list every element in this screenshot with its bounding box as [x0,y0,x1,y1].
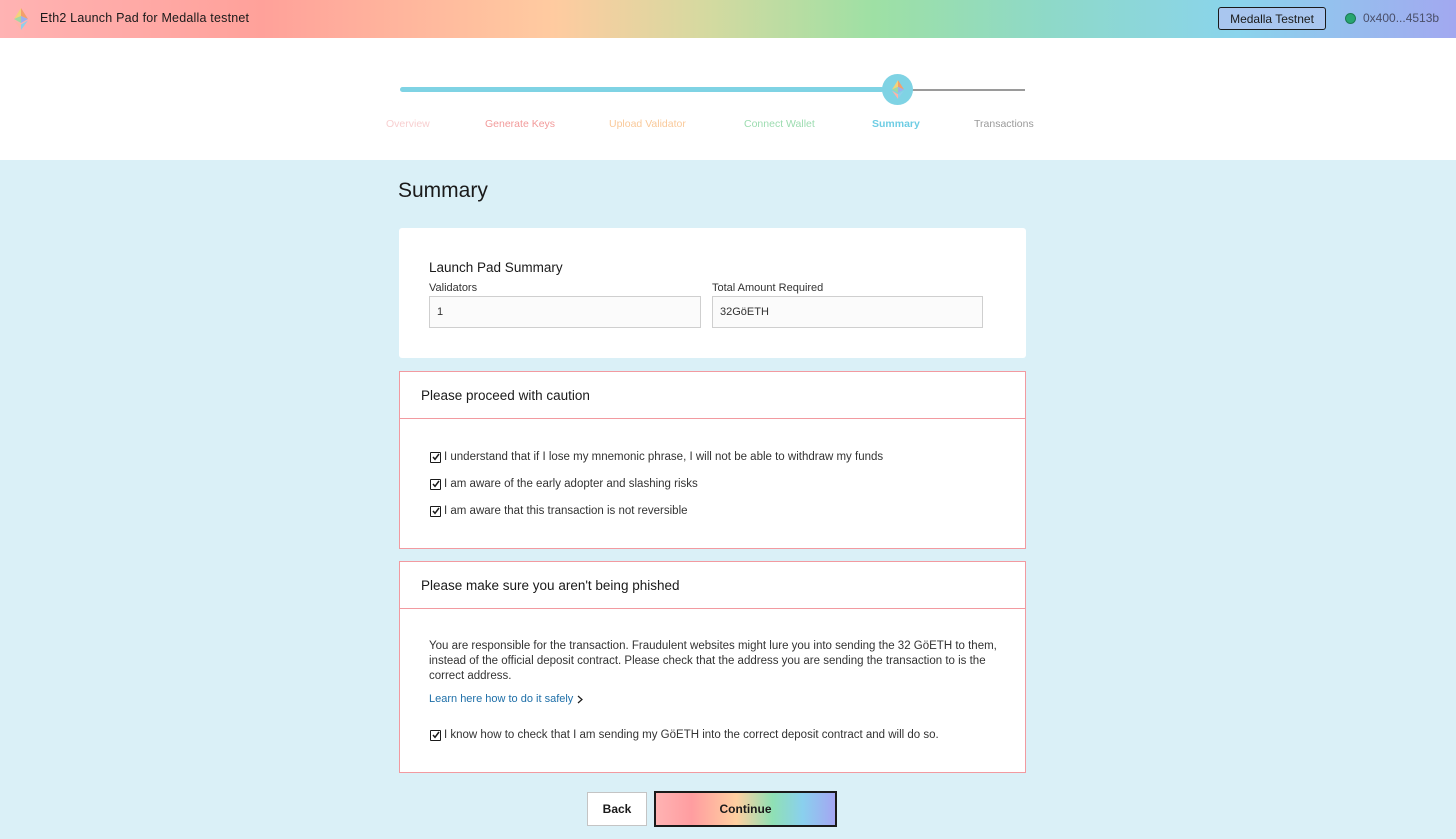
wallet-indicator[interactable] [1345,11,1439,25]
launch-pad-summary-card [399,228,1026,358]
network-button[interactable]: Medalla Testnet [1218,7,1326,30]
phishing-card-heading: Please make sure you aren't being phished [421,577,680,593]
caution-card-header [400,372,1025,419]
step-upload-validator: Upload Validator [609,118,686,130]
checkbox-slashing-risks-label: I am aware of the early adopter and slashing risks [444,478,698,490]
checkbox-slashing-risks[interactable] [430,478,698,490]
current-step-marker [882,74,913,105]
continue-button[interactable]: Continue [654,791,837,827]
caution-card [399,371,1026,549]
step-connect-wallet: Connect Wallet [744,118,815,130]
progress-track-remaining [910,89,1025,91]
wallet-status-dot-icon [1345,13,1356,24]
top-bar [0,0,1456,38]
chevron-right-icon [577,695,583,704]
learn-safely-link-text[interactable]: Learn here how to do it safely [429,693,574,705]
total-amount-field: 32GöETH [712,296,983,328]
step-generate-keys: Generate Keys [485,118,556,130]
summary-card-heading: Launch Pad Summary [429,260,563,275]
checkbox-checked-icon[interactable] [430,479,441,490]
progress-track-complete [400,87,884,92]
checkbox-checked-icon[interactable] [430,452,441,463]
phishing-card [399,561,1026,773]
app-title[interactable]: Eth2 Launch Pad for Medalla testnet [40,11,250,25]
learn-safely-link[interactable] [429,693,583,705]
back-button[interactable]: Back [587,792,647,826]
wallet-address: 0x400...4513b [1363,11,1440,25]
total-amount-label: Total Amount Required [712,282,824,294]
phishing-card-header [400,562,1025,609]
checkbox-deposit-contract[interactable] [430,729,939,741]
step-overview: Overview [386,118,430,130]
caution-card-heading: Please proceed with caution [421,387,590,403]
step-summary: Summary [872,118,920,130]
ethereum-step-icon [892,80,904,99]
page-title: Summary [398,179,488,202]
checkbox-not-reversible[interactable] [430,505,688,517]
phishing-warning-text: You are responsible for the transaction. Fraudulent websites might lure you into sending the 32 GöETH to them, instead of the official deposit contract. Please check that the address you are sending the transaction to is the correct address. [429,640,997,682]
validators-field: 1 [429,296,701,328]
checkbox-deposit-contract-label: I know how to check that I am sending my GöETH into the correct deposit contract and will do so. [444,729,939,741]
ethereum-logo-icon [14,8,28,30]
step-transactions: Transactions [974,118,1034,130]
progress-stepper [0,38,1456,160]
checkbox-checked-icon[interactable] [430,730,441,741]
checkbox-mnemonic-label: I understand that if I lose my mnemonic phrase, I will not be able to withdraw my funds [444,451,884,463]
checkbox-checked-icon[interactable] [430,506,441,517]
checkbox-not-reversible-label: I am aware that this transaction is not reversible [444,505,688,517]
checkbox-mnemonic[interactable] [430,451,883,463]
validators-label: Validators [429,282,478,294]
